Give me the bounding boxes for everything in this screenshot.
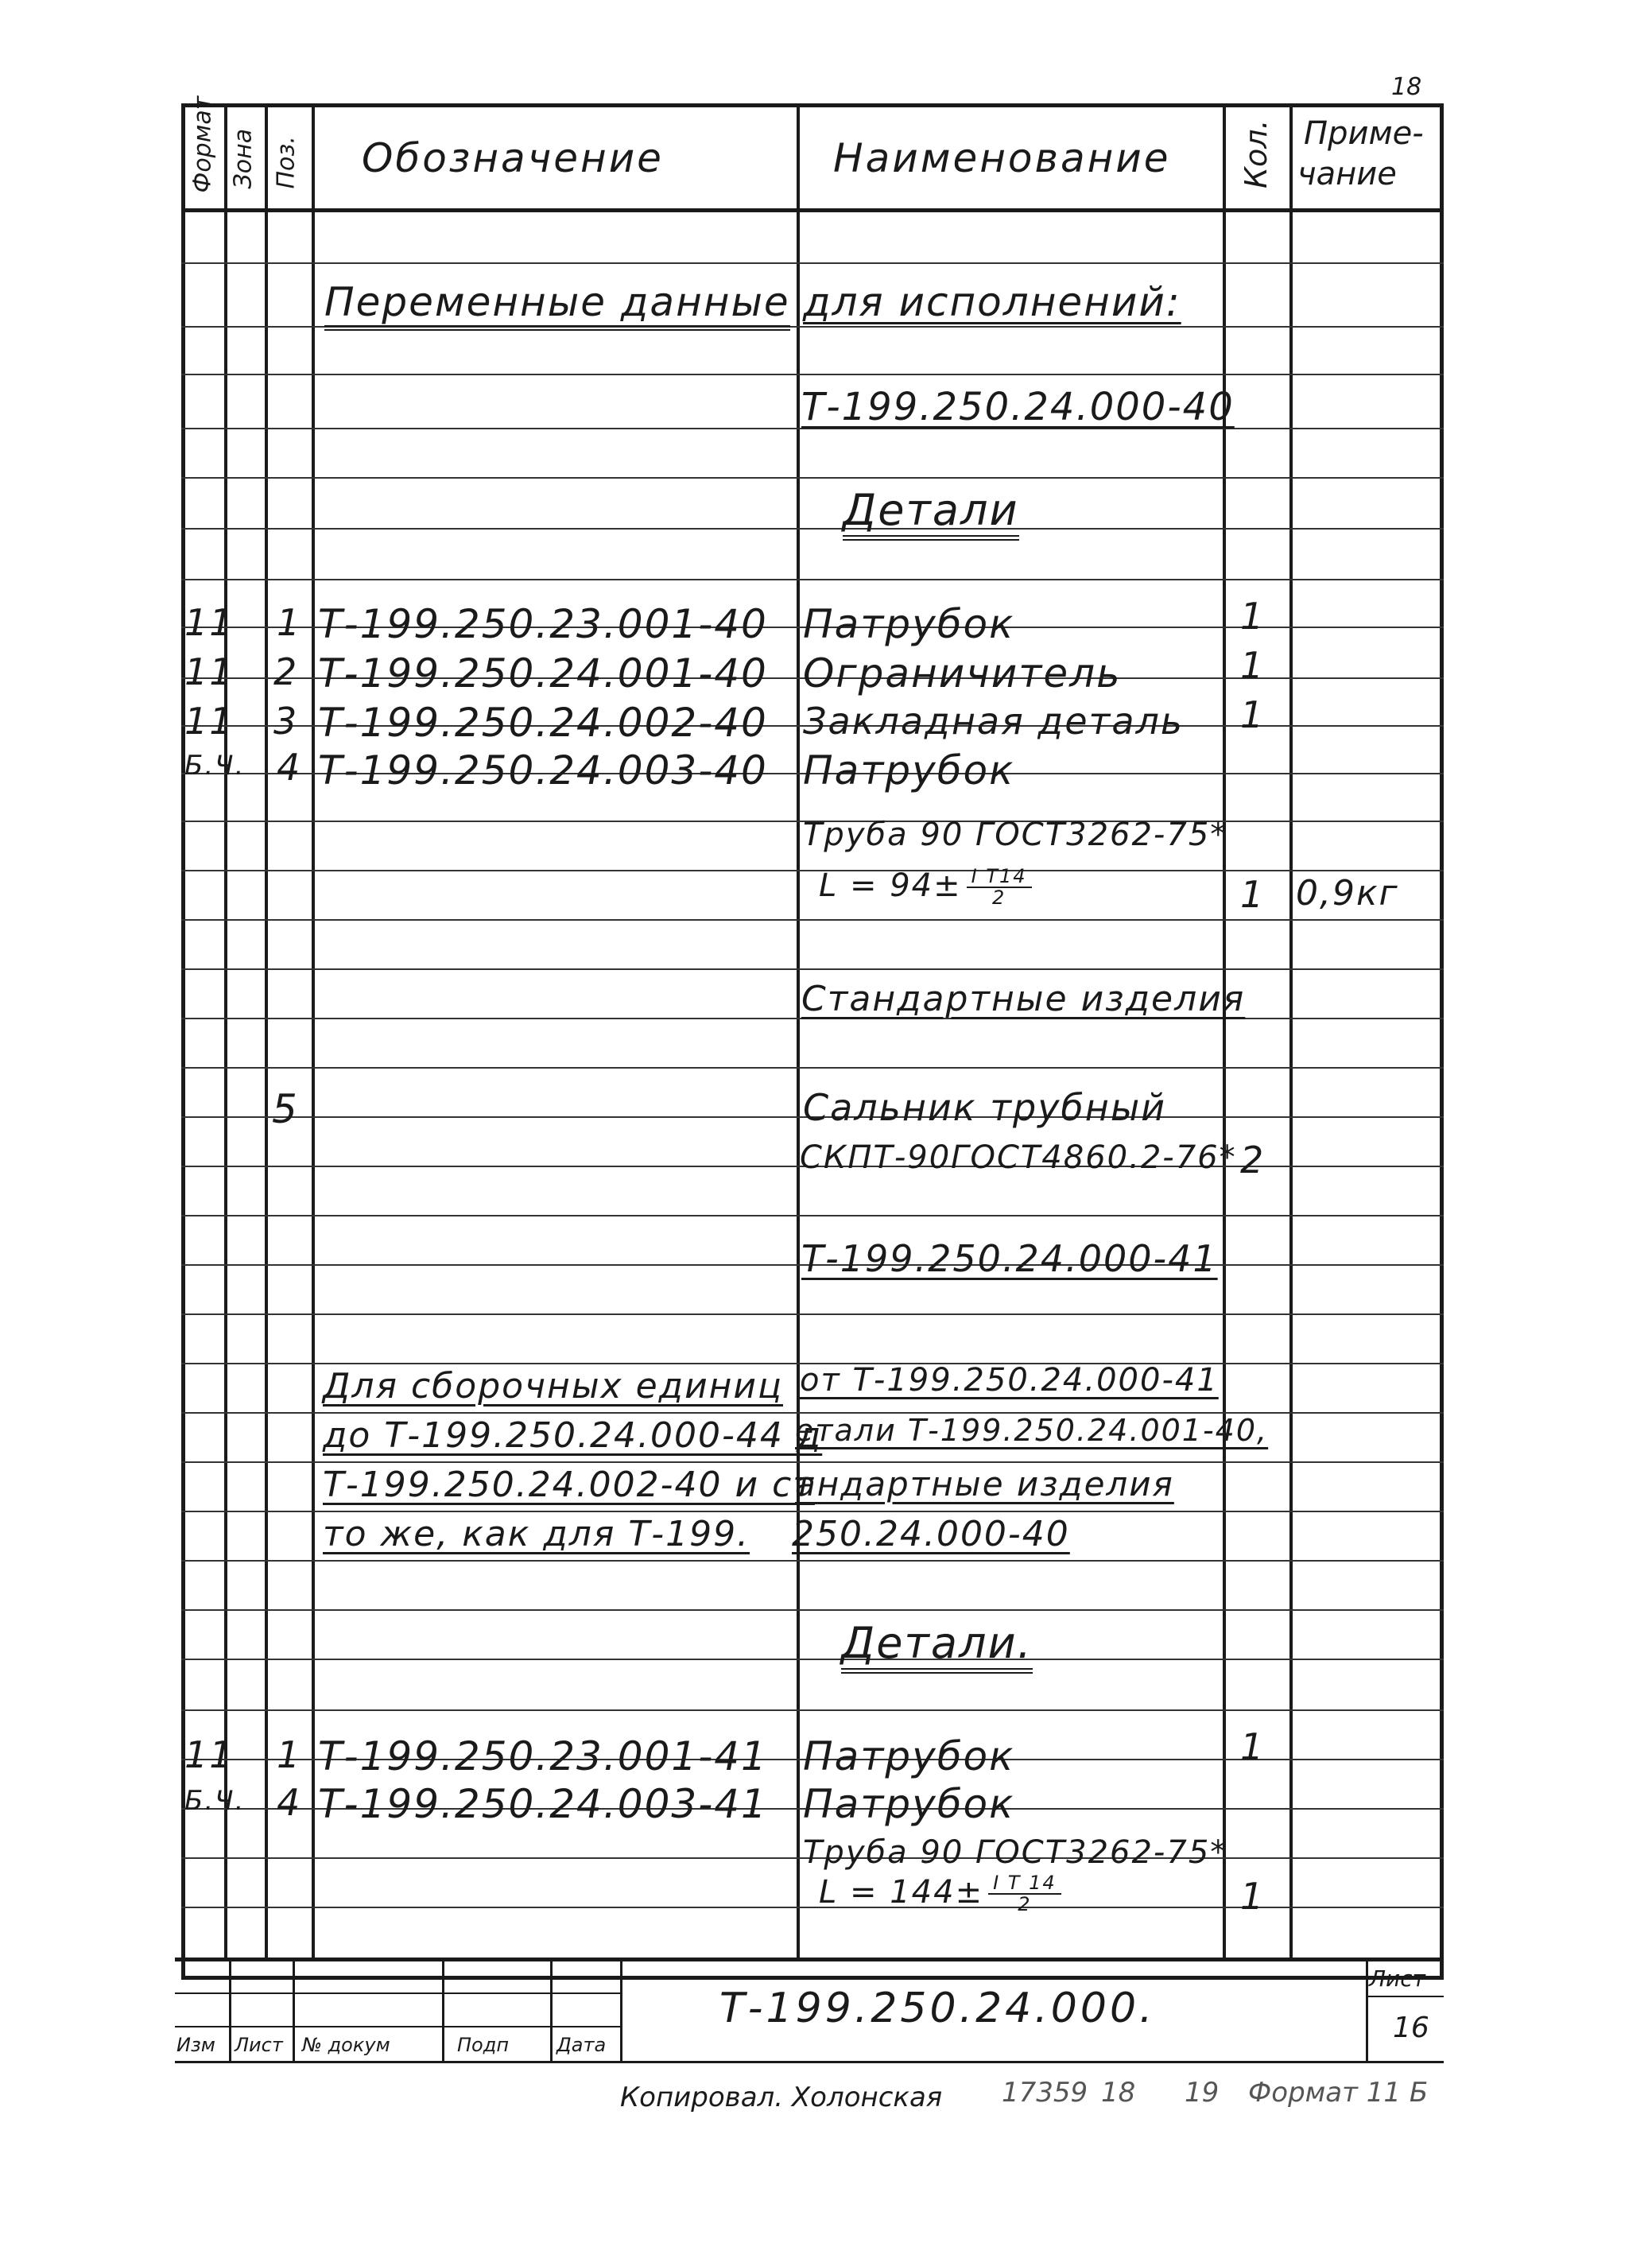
footer-num-1: 17359 bbox=[1002, 2077, 1088, 2109]
title-block-sheet-divider bbox=[1366, 1996, 1444, 1997]
row7-material: Труба 90 ГОСТ3262-75* bbox=[803, 1834, 1228, 1871]
variable-data-title-left: Переменные данные bbox=[324, 282, 790, 331]
row-line bbox=[181, 1067, 1444, 1069]
note-line-4-right: 250.24.000-40 bbox=[792, 1514, 1070, 1554]
header-pos: Поз. bbox=[272, 136, 301, 189]
footer-num-2: 18 bbox=[1101, 2077, 1136, 2109]
note-line-3-left: Т-199.250.24.002-40 и ст bbox=[323, 1465, 815, 1505]
col-line-5 bbox=[1223, 103, 1226, 1960]
col-line-6 bbox=[1289, 103, 1293, 1960]
title-block-sub-line bbox=[175, 1992, 620, 1994]
title-block-vline bbox=[550, 1958, 553, 2061]
header-note-1: Приме- bbox=[1304, 115, 1424, 152]
row7-qty: 1 bbox=[1240, 1875, 1266, 1918]
variant-41-designation: Т-199.250.24.000-41 bbox=[801, 1237, 1218, 1280]
row4-designation: Т-199.250.24.003-40 bbox=[318, 747, 768, 793]
title-block-sheet-value: 16 bbox=[1393, 2012, 1429, 2044]
header-designation: Обозначение bbox=[362, 135, 664, 181]
row4-name: Патрубок bbox=[803, 747, 1015, 793]
row4-qty: 1 bbox=[1240, 873, 1266, 916]
row4-material: Труба 90 ГОСТ3262-75* bbox=[803, 817, 1228, 853]
header-name: Наименование bbox=[833, 135, 1171, 181]
row-line bbox=[181, 968, 1444, 970]
row7-name: Патрубок bbox=[803, 1781, 1015, 1827]
title-block-vline bbox=[1366, 1958, 1368, 2061]
col-line-1 bbox=[224, 103, 227, 1960]
row3-qty: 1 bbox=[1240, 693, 1266, 736]
row-line bbox=[181, 1511, 1444, 1512]
row4-pos: 4 bbox=[277, 746, 302, 789]
row1-pos: 1 bbox=[277, 601, 302, 644]
row4-length-value: L = 94± bbox=[819, 867, 962, 905]
row1-format: 11 bbox=[184, 601, 235, 644]
title-block-col-date: Дата bbox=[556, 2034, 607, 2056]
row6-pos: 1 bbox=[277, 1733, 302, 1776]
row-line bbox=[181, 1313, 1444, 1315]
section-details-2: Детали. bbox=[841, 1622, 1033, 1674]
col-line-2 bbox=[265, 103, 268, 1960]
sheet-number: 18 bbox=[1391, 73, 1422, 101]
row5-pos: 5 bbox=[272, 1086, 299, 1132]
row2-format: 11 bbox=[184, 650, 235, 693]
row4-tolerance-fraction: $\frac{\text{I T14}}{2}$ bbox=[967, 867, 1032, 908]
row6-designation: Т-199.250.23.001-41 bbox=[318, 1733, 768, 1779]
row1-qty: 1 bbox=[1240, 595, 1266, 638]
section-standard-items: Стандартные изделия bbox=[801, 979, 1246, 1019]
row-line bbox=[181, 870, 1444, 871]
row5-spec: СКПТ-90ГОСТ4860.2-76* bbox=[800, 1139, 1237, 1176]
footer-num-3: 19 bbox=[1185, 2077, 1220, 2109]
row3-format: 11 bbox=[184, 700, 235, 743]
row1-name: Патрубок bbox=[803, 601, 1015, 647]
note-line-3-right: андартные изделия bbox=[795, 1465, 1174, 1504]
row7-designation: Т-199.250.24.003-41 bbox=[318, 1781, 768, 1827]
title-block-col-sign: Подп bbox=[457, 2034, 510, 2056]
row-line bbox=[181, 528, 1444, 530]
row-line bbox=[181, 1461, 1444, 1463]
title-block-col-list: Лист bbox=[235, 2034, 283, 2056]
row3-pos: 3 bbox=[273, 700, 299, 743]
title-block-vline bbox=[442, 1958, 444, 2061]
row4-format: Б.Ч. bbox=[184, 750, 246, 782]
row6-qty: 1 bbox=[1240, 1725, 1266, 1768]
row6-format: 11 bbox=[184, 1733, 235, 1776]
row7-pos: 4 bbox=[277, 1781, 302, 1824]
header-zone: Зона bbox=[229, 128, 258, 189]
variant-40-designation: Т-199.250.24.000-40 bbox=[801, 385, 1235, 429]
title-block-sub-line bbox=[175, 2026, 620, 2027]
title-block-vline bbox=[293, 1958, 295, 2061]
title-block-top-line bbox=[175, 1958, 1444, 1961]
title-block-doc-number: Т-199.250.24.000. bbox=[719, 1985, 1156, 2032]
note-line-4-left: то же, как для Т-199. bbox=[323, 1514, 750, 1554]
col-line-3 bbox=[312, 103, 315, 1960]
title-block-col-izm: Изм bbox=[176, 2034, 215, 2056]
row3-designation: Т-199.250.24.002-40 bbox=[318, 700, 768, 746]
row-line bbox=[181, 579, 1444, 580]
row2-name: Ограничитель bbox=[803, 650, 1122, 696]
note-line-1-right: от Т-199.250.24.000-41 bbox=[800, 1362, 1219, 1399]
row-line bbox=[181, 1609, 1444, 1611]
row1-designation: Т-199.250.23.001-40 bbox=[318, 601, 768, 647]
row-line bbox=[181, 262, 1444, 264]
title-block-sheet-label: Лист bbox=[1369, 1965, 1425, 1992]
note-line-1-left: Для сборочных единиц bbox=[323, 1366, 783, 1407]
title-block-vline bbox=[229, 1958, 231, 2061]
row7-tolerance-fraction: $\frac{\text{I T 14}}{2}$ bbox=[988, 1873, 1061, 1915]
footer-copied: Копировал. Холонская bbox=[620, 2082, 943, 2113]
row-line bbox=[181, 919, 1444, 921]
row7-format: Б.Ч. bbox=[184, 1785, 246, 1817]
row-line bbox=[181, 1709, 1444, 1711]
row4-note: 0,9кг bbox=[1296, 873, 1399, 914]
row5-name: Сальник трубный bbox=[803, 1086, 1167, 1129]
row2-qty: 1 bbox=[1240, 644, 1266, 687]
row7-length-value: L = 144± bbox=[819, 1874, 984, 1911]
note-line-2-left: до Т-199.250.24.000-44 д bbox=[323, 1415, 823, 1456]
row3-name: Закладная деталь bbox=[803, 700, 1185, 743]
row-line bbox=[181, 1560, 1444, 1562]
row6-name: Патрубок bbox=[803, 1733, 1015, 1779]
variable-data-title-right: для исполнений: bbox=[803, 279, 1181, 325]
row-line bbox=[181, 374, 1444, 375]
note-line-2-right: етали Т-199.250.24.001-40, bbox=[795, 1413, 1269, 1448]
row-line bbox=[181, 477, 1444, 479]
row2-designation: Т-199.250.24.001-40 bbox=[318, 650, 768, 696]
footer-format: Формат 11 Б bbox=[1248, 2077, 1429, 2109]
row-line bbox=[181, 1659, 1444, 1660]
row4-length bbox=[819, 867, 1032, 908]
header-note-2: чание bbox=[1297, 156, 1397, 192]
title-block-bottom-line bbox=[175, 2061, 1444, 2063]
section-details-1: Детали bbox=[843, 489, 1019, 541]
row2-pos: 2 bbox=[273, 650, 299, 693]
header-divider bbox=[181, 208, 1444, 212]
title-block-col-doc: № докум bbox=[302, 2034, 390, 2056]
row5-qty: 2 bbox=[1240, 1139, 1266, 1182]
header-qty: Кол. bbox=[1239, 119, 1274, 188]
title-block-vline bbox=[620, 1958, 622, 2061]
header-format: Формат bbox=[188, 95, 217, 193]
row-line bbox=[181, 1215, 1444, 1216]
col-line-4 bbox=[797, 103, 800, 1960]
row7-length bbox=[819, 1873, 1061, 1915]
